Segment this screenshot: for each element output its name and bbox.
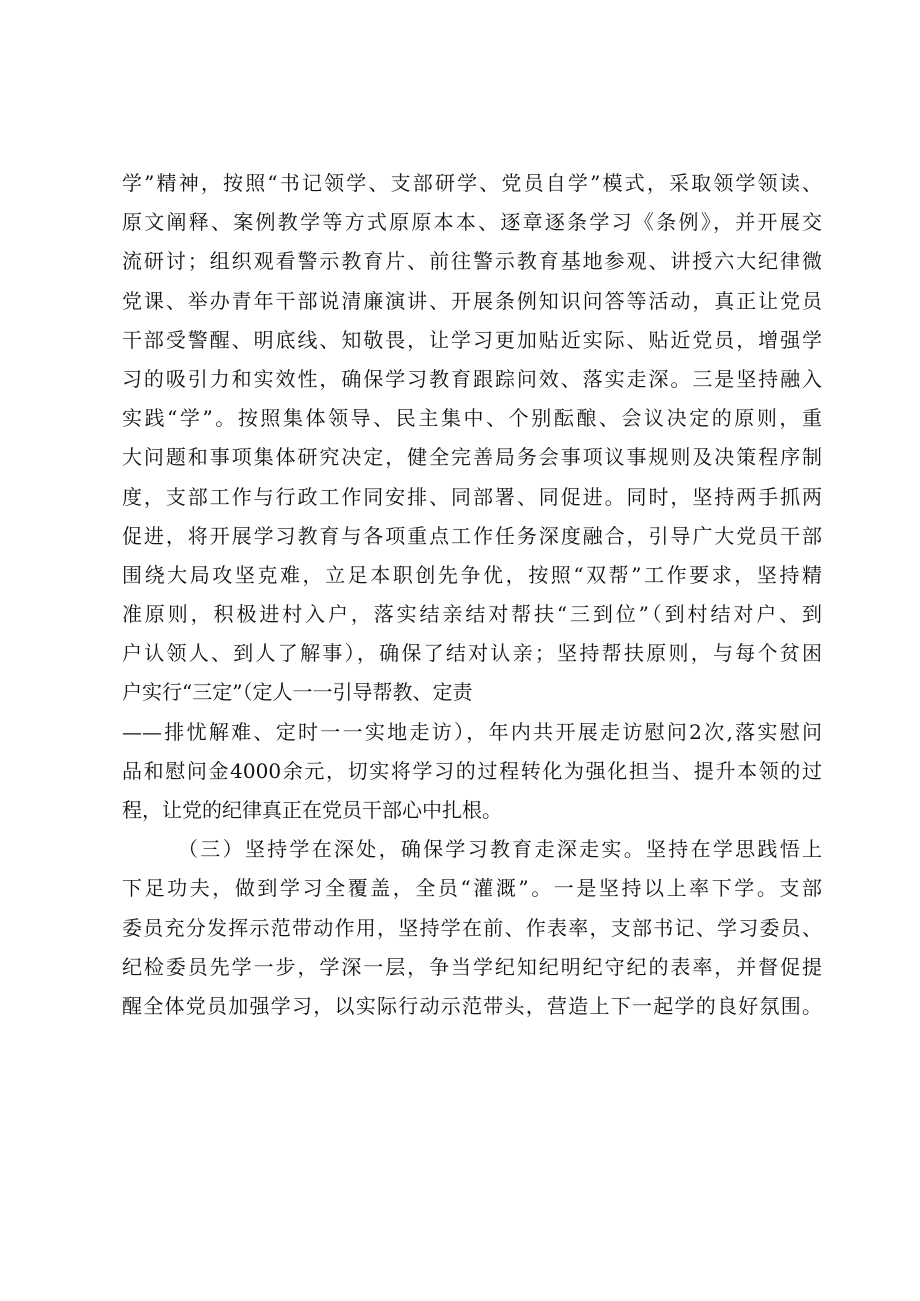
text-line-22: 醒全体党员加强学习，以实际行动示范带头，营造上下一起学的良好氛围。	[122, 993, 822, 1018]
text-line-11: 围绕大局攻坚克难，立足本职创先争优，按照“双帮”工作要求，坚持精	[122, 562, 822, 587]
text-line-4: 党课、举办青年干部说清廉演讲、开展条例知识问答等活动，真正让党员	[122, 288, 822, 313]
text-line-1: 学”精神，按照“书记领学、支部研学、党员自学”模式，采取领学领读、	[122, 171, 822, 195]
text-line-6: 习的吸引力和实效性，确保学习教育跟踪问效、落实走深。三是坚持融入	[122, 366, 822, 391]
text-line-17: 程，让党的纪律真正在党员干部心中扎根。	[122, 798, 502, 822]
text-line-19: 下足功夫，做到学习全覆盖，全员“灌溉”。一是坚持以上率下学。支部	[122, 876, 822, 901]
text-line-15: ——排忧解难、定时一一实地走访），年内共开展走访慰问2次,落实慰问	[122, 719, 822, 744]
section-heading-line: （三）坚持学在深处，确保学习教育走深走实。坚持在学思践悟上	[178, 837, 822, 862]
text-line-9: 度，支部工作与行政工作同安排、同部署、同促进。同时，坚持两手抓两	[122, 484, 822, 509]
text-line-3: 流研讨；组织观看警示教育片、前往警示教育基地参观、讲授六大纪律微	[122, 249, 822, 274]
text-line-14: 户实行“三定”（定人一一引导帮教、定责	[122, 680, 473, 705]
text-line-16: 品和慰问金4000余元，切实将学习的过程转化为强化担当、提升本领的过	[122, 758, 822, 783]
text-line-10: 促进，将开展学习教育与各项重点工作任务深度融合，引导广大党员干部	[122, 523, 822, 548]
text-line-7: 实践“学”。按照集体领导、民主集中、个别酝酿、会议决定的原则，重	[122, 406, 822, 431]
text-line-8: 大问题和事项集体研究决定，健全完善局务会事项议事规则及决策程序制	[122, 445, 822, 470]
text-line-5: 干部受警醒、明底线、知敬畏，让学习更加贴近实际、贴近党员，增强学	[122, 327, 822, 352]
body-text	[122, 164, 822, 1026]
text-line-20: 委员充分发挥示范带动作用，坚持学在前、作表率，支部书记、学习委员、	[122, 915, 822, 940]
text-line-21: 纪检委员先学一步，学深一层，争当学纪知纪明纪守纪的表率，并督促提	[122, 954, 822, 979]
text-line-12: 准原则，积极进村入户，落实结亲结对帮扶“三到位”（到村结对户、到	[122, 602, 822, 627]
text-line-13: 户认领人、到人了解事），确保了结对认亲；坚持帮扶原则，与每个贫困	[122, 641, 822, 666]
text-line-2: 原文阐释、案例教学等方式原原本本、逐章逐条学习《条例》，并开展交	[122, 210, 822, 235]
